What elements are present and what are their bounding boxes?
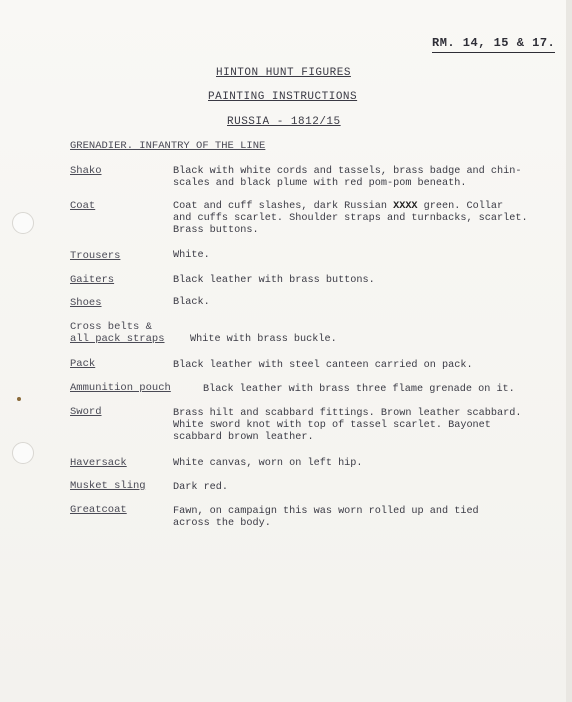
item-label-gaiters: Gaiters	[70, 274, 115, 286]
document-title: HINTON HUNT FIGURES	[216, 67, 351, 79]
desc-line: Black leather with steel canteen carried on pack.	[173, 360, 473, 371]
item-desc-trousers	[173, 250, 543, 262]
paper-speck	[17, 397, 21, 401]
desc-line: White canvas, worn on left hip.	[173, 458, 363, 469]
item-label-shoes: Shoes	[70, 297, 102, 309]
document-subtitle: PAINTING INSTRUCTIONS	[208, 91, 358, 103]
desc-line: White with brass buckle.	[190, 334, 337, 345]
item-desc-shoes	[173, 297, 543, 309]
desc-line: scabbard brown leather.	[173, 432, 314, 443]
item-desc-gaiters	[173, 275, 543, 287]
item-label-ammunition-pouch: Ammunition pouch	[70, 382, 171, 394]
item-desc-sword	[173, 408, 543, 444]
page-edge	[566, 0, 572, 702]
item-desc-pack	[173, 360, 543, 372]
desc-line: Black with white cords and tassels, brass badge and chin-	[173, 166, 522, 177]
desc-line: White.	[173, 250, 210, 261]
item-desc-musket-sling	[173, 482, 543, 494]
desc-line: Black leather with brass buttons.	[173, 275, 375, 286]
item-label-haversack: Haversack	[70, 457, 127, 469]
item-label-sword: Sword	[70, 406, 102, 418]
desc-line: and cuffs scarlet. Shoulder straps and turnbacks, scarlet.	[173, 213, 528, 224]
item-desc-cross-belts	[190, 334, 560, 346]
struck-out-text: XXXX	[393, 201, 418, 212]
punch-hole-top	[12, 212, 34, 234]
item-desc-greatcoat	[173, 506, 543, 530]
desc-line: across the body.	[173, 518, 271, 529]
item-label-trousers: Trousers	[70, 250, 121, 262]
item-label-musket-sling: Musket sling	[70, 480, 146, 492]
item-desc-ammunition-pouch	[203, 384, 572, 396]
desc-line: Black leather with brass three flame grenade on it.	[203, 384, 515, 395]
item-desc-haversack	[173, 458, 543, 470]
reference-number: RM. 14, 15 & 17.	[432, 36, 555, 53]
desc-line: Brass buttons.	[173, 225, 259, 236]
label-line: all pack straps	[70, 333, 165, 345]
item-desc-shako	[173, 166, 543, 190]
item-label-cross-belts	[70, 321, 165, 345]
desc-line: scales and black plume with red pom-pom beneath.	[173, 178, 467, 189]
desc-line: White sword knot with top of tassel scarlet. Bayonet	[173, 420, 491, 431]
item-label-greatcoat: Greatcoat	[70, 504, 127, 516]
punch-hole-bottom	[12, 442, 34, 464]
desc-line: Brass hilt and scabbard fittings. Brown leather scabbard.	[173, 408, 522, 419]
item-label-coat: Coat	[70, 200, 96, 212]
desc-line: Black.	[173, 297, 210, 308]
region-heading: RUSSIA - 1812/15	[227, 116, 341, 128]
item-label-pack: Pack	[70, 358, 96, 370]
section-heading: GRENADIER. INFANTRY OF THE LINE	[70, 140, 266, 152]
desc-line: Coat and cuff slashes, dark Russian XXXX green. Collar	[173, 201, 504, 212]
desc-line: Fawn, on campaign this was worn rolled up and tied	[173, 506, 479, 517]
item-desc-coat	[173, 201, 543, 237]
item-label-shako: Shako	[70, 165, 102, 177]
label-line: Cross belts &	[70, 321, 152, 333]
desc-line: Dark red.	[173, 482, 229, 493]
